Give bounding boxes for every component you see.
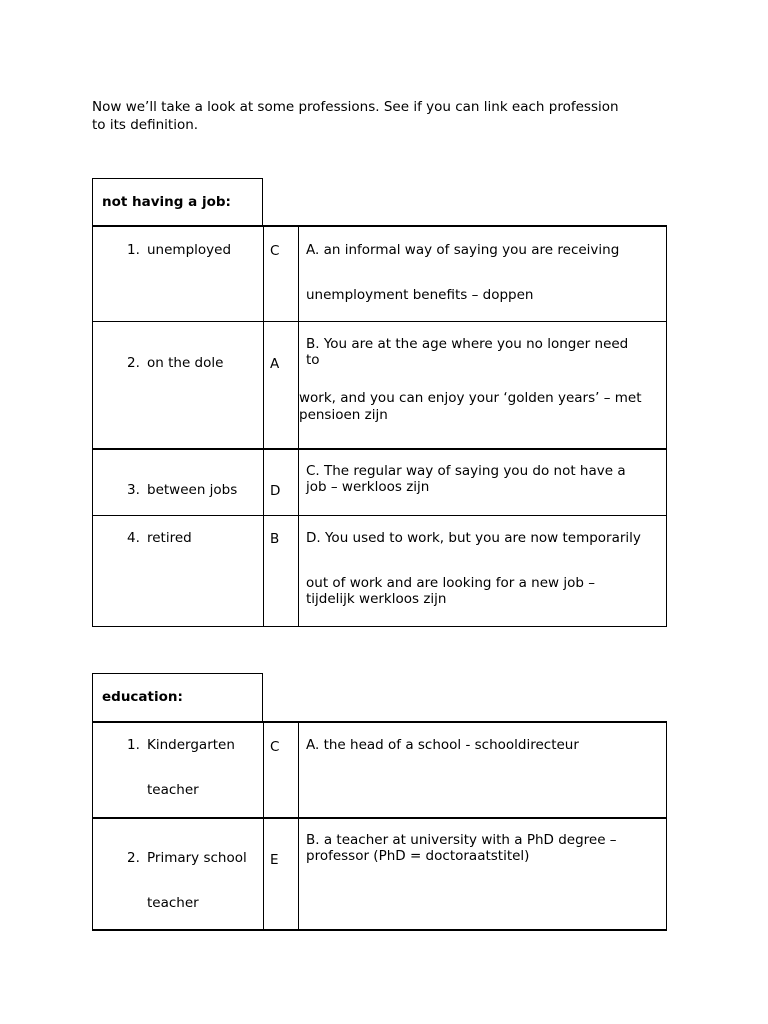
term-number: 1.: [127, 737, 140, 753]
section-heading-not-having-a-job: not having a job:: [92, 178, 263, 226]
definition-line: to: [306, 351, 320, 368]
definition-cell: [299, 818, 667, 930]
section-heading-education: education:: [92, 673, 263, 722]
answer-letter: B: [270, 530, 280, 547]
answer-letter: C: [270, 243, 280, 259]
definition-line: out of work and are looking for a new job –: [306, 574, 595, 591]
table-row: [93, 818, 667, 930]
definition-line: A. the head of a school - schooldirecteur: [306, 737, 579, 753]
definition-line: B. You are at the age where you no longer need: [306, 335, 629, 352]
table-row: [93, 722, 667, 818]
answer-cell: [264, 818, 299, 930]
definition-line: work, and you can enjoy your ‘golden years’ – met pensioen zijn: [299, 389, 642, 423]
answer-cell: [264, 321, 299, 449]
table-row: [93, 226, 667, 321]
answer-cell: [264, 722, 299, 818]
term-label: on the dole: [147, 354, 224, 371]
answer-cell: [264, 226, 299, 321]
intro-line-2: to its definition.: [92, 117, 199, 133]
term-number: 3.: [127, 482, 140, 498]
answer-letter: D: [270, 483, 281, 499]
answer-letter: A: [270, 355, 280, 372]
definition-cell: [299, 722, 667, 818]
definition-line: B. a teacher at university with a PhD degree –: [306, 832, 617, 848]
definition-line: professor (PhD = doctoraatstitel): [306, 848, 530, 864]
definition-line: A. an informal way of saying you are receiving: [306, 242, 620, 258]
table-row: [93, 515, 667, 626]
intro-line-1: Now we’ll take a look at some professions. See if you can link each profession: [92, 99, 619, 115]
term-cell: [93, 818, 264, 930]
definition-line: C. The regular way of saying you do not have a: [306, 463, 626, 479]
term-label: between jobs: [147, 482, 238, 498]
answer-cell: [264, 515, 299, 626]
term-label-line-2: teacher: [147, 895, 199, 911]
table-row: [93, 449, 667, 515]
definition-line: D. You used to work, but you are now temporarily: [306, 529, 641, 546]
answer-letter: E: [270, 852, 279, 868]
term-number: 1.: [127, 242, 140, 258]
table-row: [93, 321, 667, 449]
answer-letter: C: [270, 739, 280, 755]
term-cell: [93, 449, 264, 515]
term-cell: [93, 722, 264, 818]
definition-line: tijdelijk werkloos zijn: [306, 590, 447, 607]
matching-table-education: [92, 721, 667, 931]
term-number: 2.: [127, 850, 140, 866]
definition-line: unemployment benefits – doppen: [306, 287, 534, 303]
term-label-line-2: teacher: [147, 782, 199, 798]
term-number: 4.: [127, 529, 140, 546]
definition-cell: [299, 449, 667, 515]
definition-cell: [299, 226, 667, 321]
term-label: retired: [147, 529, 192, 546]
definition-line: job – werkloos zijn: [306, 479, 430, 495]
intro-text: [92, 98, 662, 134]
term-label: Kindergarten: [147, 737, 235, 753]
term-label: unemployed: [147, 242, 232, 258]
term-number: 2.: [127, 354, 140, 371]
term-cell: [93, 321, 264, 449]
term-cell: [93, 515, 264, 626]
term-cell: [93, 226, 264, 321]
term-label: Primary school: [147, 850, 247, 866]
answer-cell: [264, 449, 299, 515]
definition-cell: [299, 321, 667, 449]
matching-table-not-having-a-job: [92, 225, 667, 627]
definition-cell: [299, 515, 667, 626]
